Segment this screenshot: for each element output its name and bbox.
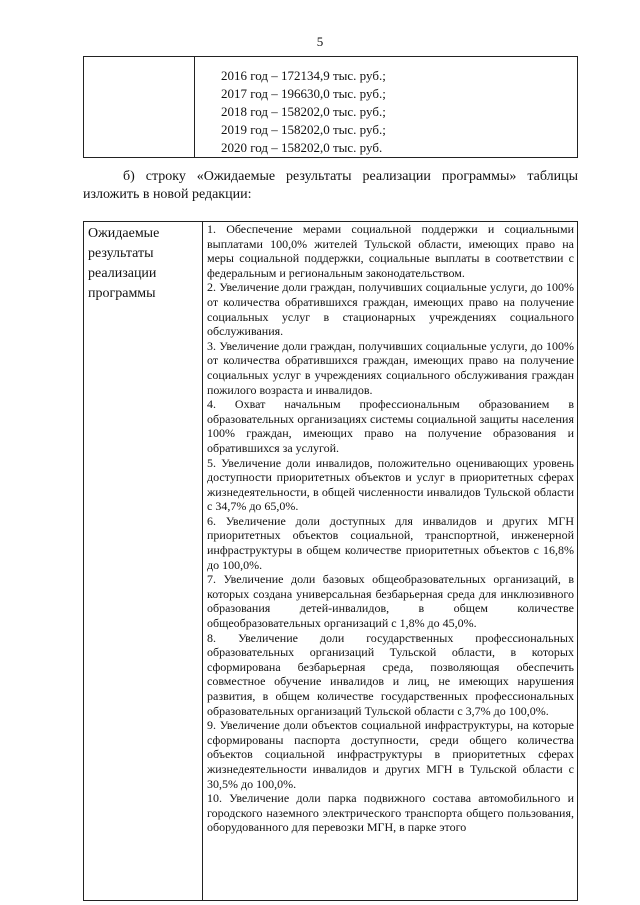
funding-lines (195, 57, 577, 157)
result-item-4: 4. Охват начальным профессиональным образованием в образовательных организациях системы социальной защиты населения 100% граждан, имеющих право на получение образования и обратившихся за услугой. (207, 397, 574, 455)
instruction-paragraph (83, 168, 578, 204)
result-item-8: 8. Увеличение доли государственных профессиональных образовательных организаций Тульской области, в которых сформирована безбарьерная среда, позволяющая обеспечить совместное обучение инвалидов и лиц, не имеющих нарушения развития, в общем количестве государственных профессиональных образовательных организаций Тульской области с 3,7% до 100,0%. (207, 630, 574, 718)
result-item-1: 1. Обеспечение мерами социальной поддержки и социальными выплатами 100,0% жителей Тульской области, имеющих право на меры социальной поддержки, социальные выплаты в соответствии с федеральным и региональным законодательством. (207, 222, 574, 280)
result-item-7: 7. Увеличение доли базовых общеобразовательных организаций, в которых создана универсальная безбарьерная среда для инклюзивного образования детей-инвалидов, в общем количестве общеобразовательных организаций с 1,8% до 45,0%. (207, 572, 574, 631)
results-table (83, 221, 578, 901)
funding-table-values-cell (195, 57, 578, 158)
result-item-5: 5. Увеличение доли инвалидов, положительно оценивающих уровень доступности приоритетных объектов и услуг в приоритетных сферах жизнедеятельности, в общей численности инвалидов Тульской области с 34,7% до 65,0%. (207, 455, 574, 514)
result-item-10: 10. Увеличение доли парка подвижного состава автомобильного и городского наземного электрического транспорта общего пользования, оборудованного для перевозки МГН, в парке этого (207, 791, 574, 835)
result-item-2: 2. Увеличение доли граждан, получивших социальные услуги, до 100% от количества обратившихся граждан, имеющих право на получение социальных услуг в стационарных учреждениях социального обслуживания. (207, 280, 574, 339)
funding-line-2018: 2018 год – 158202,0 тыс. руб.; (221, 104, 386, 119)
funding-line-2017: 2017 год – 196630,0 тыс. руб.; (221, 86, 386, 101)
funding-table (83, 56, 578, 158)
funding-line-2016: 2016 год – 172134,9 тыс. руб.; (221, 68, 386, 83)
results-label: Ожидаемые результаты реализации программы (88, 226, 160, 301)
results-label-cell (84, 222, 203, 901)
page-number: 5 (316, 34, 324, 49)
result-item-3: 3. Увеличение доли граждан, получивших социальные услуги, до 100% от количества обратившихся граждан, имеющих право на получение социальных услуг в учреждениях социального обслуживания граждан пожилого возраста и инвалидов. (207, 338, 574, 397)
instruction-text: б) строку «Ожидаемые результаты реализации программы» таблицы изложить в новой редакции: (83, 169, 578, 202)
funding-line-2019: 2019 год – 158202,0 тыс. руб.; (221, 122, 386, 137)
result-item-9: 9. Увеличение доли объектов социальной инфраструктуры, на которые сформированы паспорта доступности, среди общего количества объектов социальной инфраструктуры в приоритетных сферах жизнедеятельности инвалидов и других МГН в Тульской области с 30,5% до 100,0%. (207, 718, 574, 791)
result-item-6: 6. Увеличение доли доступных для инвалидов и других МГН приоритетных объектов социальной, транспортной, инженерной инфраструктуры в общем количестве приоритетных объектов с 16,8% до 100,0%. (207, 513, 574, 572)
funding-line-2020: 2020 год – 158202,0 тыс. руб. (221, 140, 383, 155)
results-content-cell (203, 222, 578, 901)
funding-table-label-cell (84, 57, 195, 158)
